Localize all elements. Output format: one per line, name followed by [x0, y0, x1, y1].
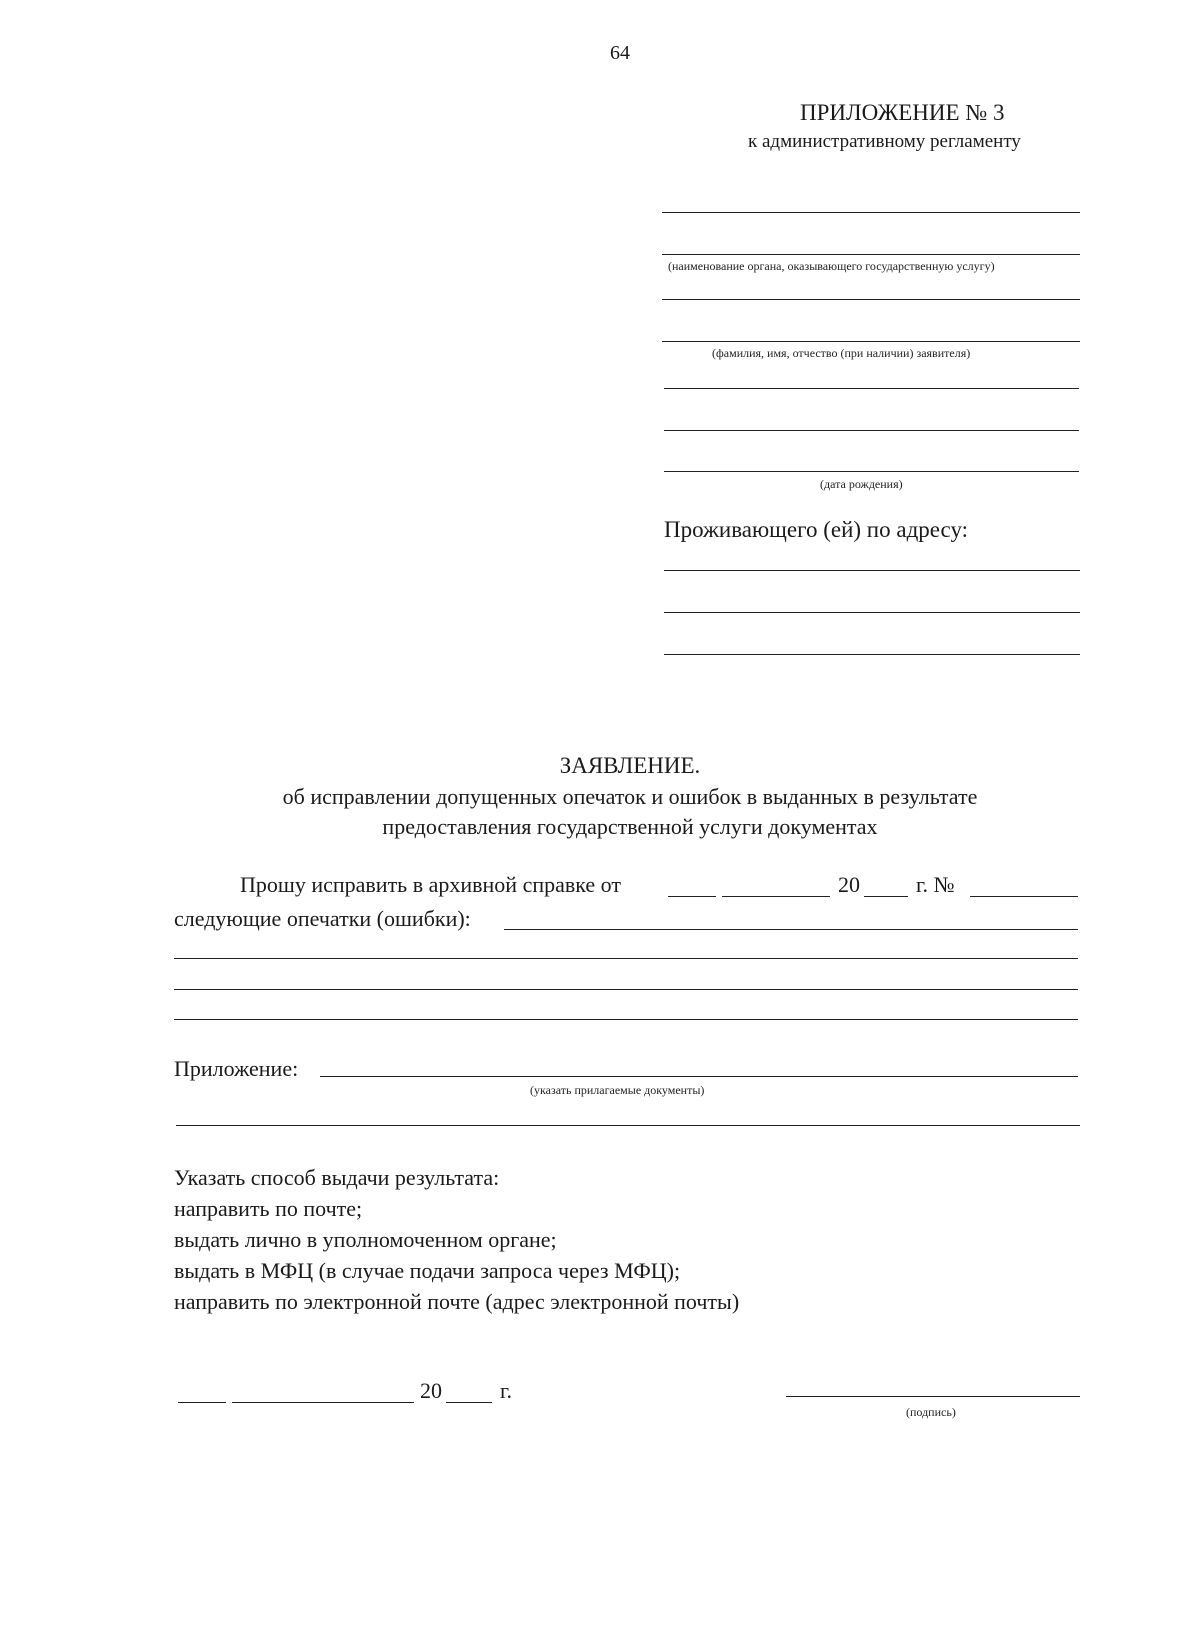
birth-date-line[interactable]: [664, 471, 1079, 472]
applicant-line-4[interactable]: [664, 430, 1079, 431]
appendix-title: ПРИЛОЖЕНИЕ № 3: [800, 100, 1005, 125]
footer-year-field[interactable]: [446, 1402, 492, 1403]
address-line-3[interactable]: [664, 654, 1080, 655]
attachment-label: Приложение:: [174, 1056, 299, 1081]
address-label: Проживающего (ей) по адресу:: [664, 517, 969, 542]
delivery-option-mfc[interactable]: выдать в МФЦ (в случае подачи запроса через МФЦ);: [174, 1258, 681, 1283]
address-line-1[interactable]: [664, 570, 1080, 571]
organ-caption: (наименование органа, оказывающего государственную услугу): [668, 259, 995, 273]
footer-month-field[interactable]: [232, 1402, 414, 1403]
attachment-caption: (указать прилагаемые документы): [530, 1083, 705, 1097]
applicant-line-3[interactable]: [664, 388, 1079, 389]
page-number: 64: [610, 42, 630, 64]
footer-day-field[interactable]: [178, 1402, 226, 1403]
document-subtitle-line-1: об исправлении допущенных опечаток и ошибок в выданных в результате: [282, 784, 978, 809]
organ-name-line-2[interactable]: [662, 254, 1080, 255]
errors-line-3[interactable]: [174, 989, 1078, 990]
request-year-prefix: 20: [838, 872, 860, 897]
footer-year-suffix: г.: [500, 1378, 513, 1403]
signature-caption: (подпись): [906, 1405, 956, 1419]
footer-year-prefix: 20: [420, 1378, 442, 1403]
applicant-name-line-1[interactable]: [662, 299, 1080, 300]
errors-label: следующие опечатки (ошибки):: [174, 906, 471, 931]
certificate-number-field[interactable]: [970, 896, 1078, 897]
delivery-option-email[interactable]: направить по электронной почте (адрес электронной почты): [174, 1289, 740, 1314]
delivery-option-in-person[interactable]: выдать лично в уполномоченном органе;: [174, 1227, 557, 1252]
attachment-line-1[interactable]: [320, 1076, 1078, 1077]
errors-line-4[interactable]: [174, 1019, 1078, 1020]
document-title: ЗАЯВЛЕНИЕ.: [559, 753, 701, 778]
errors-line-1[interactable]: [504, 929, 1078, 930]
date-month-field[interactable]: [722, 896, 830, 897]
birth-caption: (дата рождения): [820, 477, 903, 491]
address-line-2[interactable]: [664, 612, 1080, 613]
applicant-name-line-2[interactable]: [662, 341, 1080, 342]
errors-line-2[interactable]: [174, 958, 1078, 959]
date-year-field[interactable]: [864, 896, 908, 897]
delivery-option-mail[interactable]: направить по почте;: [174, 1196, 363, 1221]
delivery-heading: Указать способ выдачи результата:: [174, 1165, 500, 1190]
date-day-field[interactable]: [668, 896, 716, 897]
appendix-subtitle: к административному регламенту: [748, 131, 1021, 152]
signature-line[interactable]: [786, 1396, 1080, 1397]
request-text: Прошу исправить в архивной справке от: [240, 872, 621, 897]
attachment-line-2[interactable]: [176, 1125, 1080, 1126]
applicant-caption: (фамилия, имя, отчество (при наличии) заявителя): [712, 346, 971, 360]
document-subtitle-line-2: предоставления государственной услуги документах: [382, 814, 878, 839]
number-label: г. №: [916, 872, 955, 897]
organ-name-line-1[interactable]: [662, 212, 1080, 213]
